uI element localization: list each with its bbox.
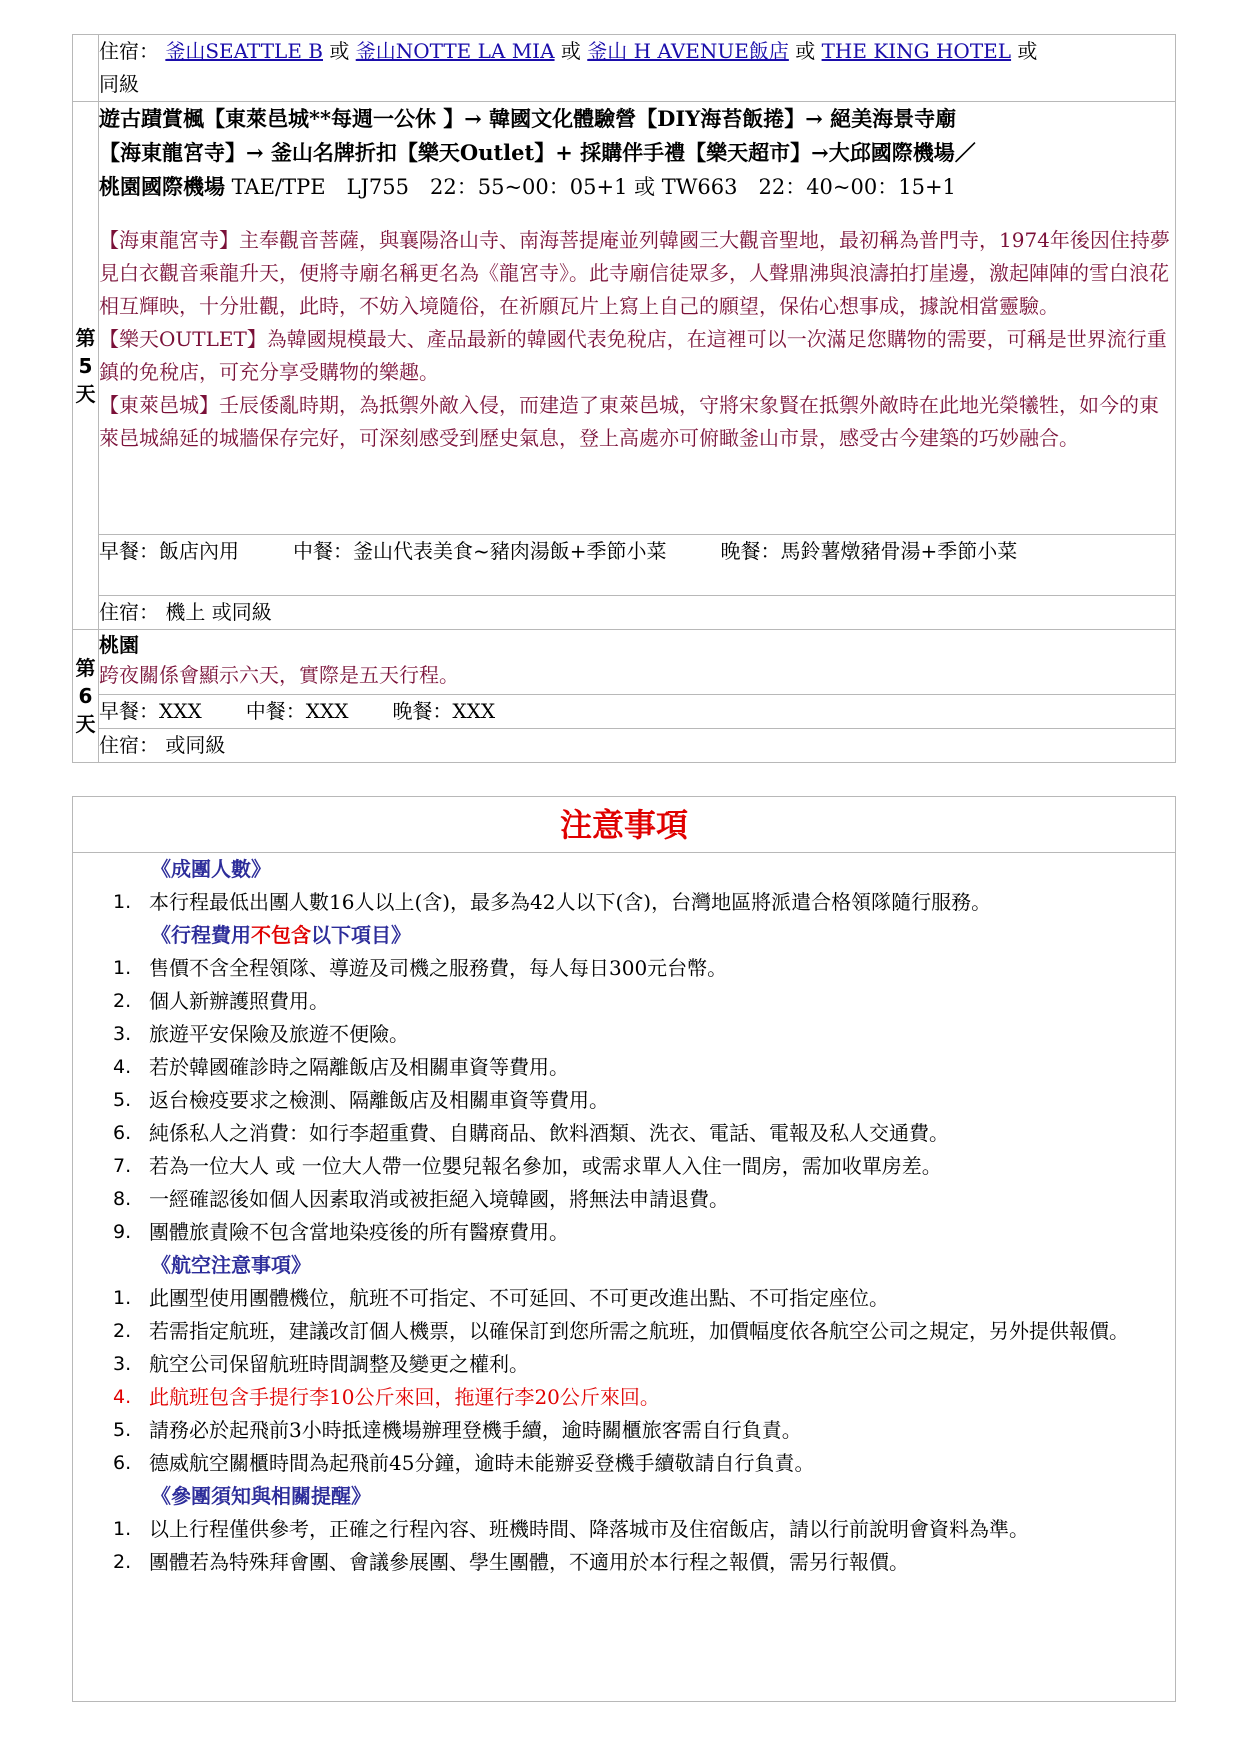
or-text: 或 [329, 39, 350, 63]
list-item-text: 本行程最低出團人數16人以上(含)，最多為42人以下(含)，台灣地區將派遣合格領隊隨行服務。 [149, 890, 992, 914]
list-item-text: 一經確認後如個人因素取消或被拒絕入境韓國，將無法申請退費。 [149, 1187, 729, 1211]
list-item-text: 個人新辦護照費用。 [149, 989, 329, 1013]
or-text: 或 [560, 39, 581, 63]
notice-title: 注意事項 [73, 797, 1175, 853]
day5-flight-line: 桃園國際機場 TAE/TPE LJ755 22：55~00：05+1 或 TW663 22：40~00：15+1 [99, 174, 956, 199]
day6-note: 跨夜關係會顯示六天，實際是五天行程。 [99, 663, 459, 687]
list-reminders [73, 1513, 1175, 1579]
day6-label: 第 6 天 [73, 630, 99, 763]
list-item [73, 1381, 1175, 1414]
list-item-number: 5. [113, 1419, 132, 1441]
list-item [73, 1546, 1175, 1579]
list-item-text: 若需指定航班，建議改訂個人機票，以確保訂到您所需之航班，加價幅度依各航空公司之規定，另外提供報價。 [149, 1319, 1129, 1343]
stay-suffix: 同級 [99, 72, 139, 96]
list-item-text: 售價不含全程領隊、導遊及司機之服務費，每人每日300元台幣。 [149, 956, 728, 980]
list-item-text: 旅遊平安保險及旅遊不便險。 [149, 1022, 409, 1046]
list-item-number: 6. [113, 1122, 132, 1144]
list-item-text: 此團型使用團體機位，航班不可指定、不可延回、不可更改進出點、不可指定座位。 [149, 1286, 889, 1310]
day5-main-row [73, 102, 1176, 535]
dinner-text: 晚餐：XXX [392, 699, 496, 723]
list-item [73, 1051, 1175, 1084]
hotel-link-notte[interactable]: 釜山NOTTE LA MIA [355, 39, 555, 63]
list-item-number: 4. [113, 1386, 132, 1408]
list-item-text: 返台檢疫要求之檢測、隔離飯店及相關車資等費用。 [149, 1088, 609, 1112]
desc-dragon-temple: 【海東龍宮寺】主奉觀音菩薩，與襄陽洛山寺、南海菩提庵並列韓國三大觀音聖地，最初稱為普門寺，1974年後因住持夢見白衣觀音乘龍升天，便將寺廟名稱更名為《龍宮寺》。此寺廟信徒眾多，人聲鼎沸與浪濤拍打崖邊，激起陣陣的雪白浪花相互輝映，十分壯觀，此時，不妨入境隨俗，在祈願瓦片上寫上自己的願望，保佑心想事成，據說相當靈驗。 [99, 228, 1170, 318]
list-item-number: 1. [113, 1287, 132, 1309]
notice-section [72, 796, 1176, 1702]
list-item-text: 團體旅責險不包含當地染疫後的所有醫療費用。 [149, 1220, 569, 1244]
list-item-number: 2. [113, 1551, 132, 1573]
day4-stay-row [73, 35, 1176, 102]
list-item [73, 1282, 1175, 1315]
list-item-text: 純係私人之消費：如行李超重費、自購商品、飲料酒類、洗衣、電話、電報及私人交通費。 [149, 1121, 949, 1145]
list-item-number: 3. [113, 1353, 132, 1375]
list-item-number: 3. [113, 1023, 132, 1045]
section-title-reminders: 《參團須知與相關提醒》 [151, 1484, 371, 1508]
day6-content-cell [99, 630, 1176, 695]
day5-title-line1: 遊古蹟賞楓【東萊邑城**每週一公休 】→ 韓國文化體驗營【DIY海苔飯捲】→ 絕美海景寺廟 [99, 106, 957, 131]
breakfast-text: 早餐：飯店內用 [99, 539, 239, 563]
list-item-number: 1. [113, 1518, 132, 1540]
day5-stay-row [73, 596, 1176, 630]
day5-label: 第 5 天 [73, 102, 99, 630]
day4-stay-cell [99, 35, 1176, 102]
itinerary-table [72, 34, 1176, 763]
day4-label-cell [73, 35, 99, 102]
lunch-text: 中餐：釜山代表美食~豬肉湯飯+季節小菜 [293, 539, 667, 563]
list-item-text: 若為一位大人 或 一位大人帶一位嬰兒報名參加，或需求單人入住一間房，需加收單房差。 [149, 1154, 942, 1178]
day6-main-row [73, 630, 1176, 695]
section-title-group-size: 《成團人數》 [151, 857, 271, 881]
list-item-number: 2. [113, 990, 132, 1012]
section-title-excluded-costs: 《行程費用不包含以下項目》 [151, 923, 411, 947]
list-item [73, 886, 1175, 919]
list-group-size [73, 886, 1175, 919]
day5-meals-row [73, 535, 1176, 596]
list-item [73, 1315, 1175, 1348]
desc-lotte-outlet: 【樂天OUTLET】為韓國規模最大、產品最新的韓國代表免稅店，在這裡可以一次滿足您購物的需要，可稱是世界流行重鎮的免稅店，可充分享受購物的樂趣。 [99, 327, 1167, 384]
list-item [73, 1183, 1175, 1216]
list-item-number: 9. [113, 1221, 132, 1243]
list-item [73, 952, 1175, 985]
dinner-text: 晚餐：馬鈴薯燉豬骨湯+季節小菜 [720, 539, 1018, 563]
hotel-link-seattle[interactable]: 釜山SEATTLE B [165, 39, 323, 63]
or-text: 或 [795, 39, 816, 63]
section-title-flight-notes: 《航空注意事項》 [151, 1253, 311, 1277]
list-item-text: 此航班包含手提行李10公斤來回，拖運行李20公斤來回。 [149, 1385, 660, 1409]
list-item-number: 1. [113, 957, 132, 979]
hotel-link-the-king[interactable]: THE KING HOTEL [821, 39, 1012, 63]
list-item-number: 7. [113, 1155, 132, 1177]
list-item [73, 1447, 1175, 1480]
desc-dongnae-castle: 【東萊邑城】壬辰倭亂時期，為抵禦外敵入侵，而建造了東萊邑城，守將宋象賢在抵禦外敵時在此地光榮犧牲，如今的東萊邑城綿延的城牆保存完好，可深刻感受到歷史氣息，登上高處亦可俯瞰釜山市景，感受古今建築的巧妙融合。 [99, 393, 1159, 450]
breakfast-text: 早餐：XXX [99, 699, 202, 723]
day6-meals-cell [99, 695, 1176, 729]
list-item-number: 8. [113, 1188, 132, 1210]
list-item-text: 德威航空關櫃時間為起飛前45分鐘，逾時未能辦妥登機手續敬請自行負責。 [149, 1451, 815, 1475]
lunch-text: 中餐：XXX [245, 699, 349, 723]
day6-title: 桃園 [99, 633, 139, 657]
list-item [73, 1414, 1175, 1447]
list-flight-notes [73, 1282, 1175, 1480]
list-item-number: 6. [113, 1452, 132, 1474]
list-item-text: 以上行程僅供參考，正確之行程內容、班機時間、降落城市及住宿飯店，請以行前說明會資料為準。 [149, 1517, 1029, 1541]
list-item [73, 1513, 1175, 1546]
day5-title-line2: 【海東龍宮寺】→ 釜山名牌折扣【樂天Outlet】+ 採購伴手禮【樂天超市】→大邱國際機場／ [99, 140, 976, 165]
list-item-text: 團體若為特殊拜會團、會議參展團、學生團體，不適用於本行程之報價，需另行報價。 [149, 1550, 909, 1574]
list-excluded-costs [73, 952, 1175, 1249]
list-item-number: 5. [113, 1089, 132, 1111]
hotel-link-h-avenue[interactable]: 釜山 H AVENUE飯店 [587, 39, 789, 63]
day6-stay-cell: 住宿： 或同級 [99, 729, 1176, 763]
list-item-number: 4. [113, 1056, 132, 1078]
list-item [73, 1216, 1175, 1249]
stay-prefix: 住宿： [99, 39, 159, 63]
list-item [73, 1150, 1175, 1183]
list-item [73, 1084, 1175, 1117]
list-item [73, 1018, 1175, 1051]
day5-meals-cell [99, 535, 1176, 596]
list-item [73, 1348, 1175, 1381]
day5-description [99, 224, 1175, 455]
day6-stay-row [73, 729, 1176, 763]
list-item [73, 985, 1175, 1018]
list-item [73, 1117, 1175, 1150]
day6-meals-row [73, 695, 1176, 729]
list-item-text: 航空公司保留航班時間調整及變更之權利。 [149, 1352, 529, 1376]
list-item-number: 1. [113, 891, 132, 913]
list-item-text: 請務必於起飛前3小時抵達機場辦理登機手續，逾時關櫃旅客需自行負責。 [149, 1418, 802, 1442]
notice-body [73, 853, 1175, 1579]
day5-content-cell [99, 102, 1176, 535]
list-item-text: 若於韓國確診時之隔離飯店及相關車資等費用。 [149, 1055, 569, 1079]
list-item-number: 2. [113, 1320, 132, 1342]
or-text: 或 [1017, 39, 1038, 63]
day5-stay-cell: 住宿： 機上 或同級 [99, 596, 1176, 630]
